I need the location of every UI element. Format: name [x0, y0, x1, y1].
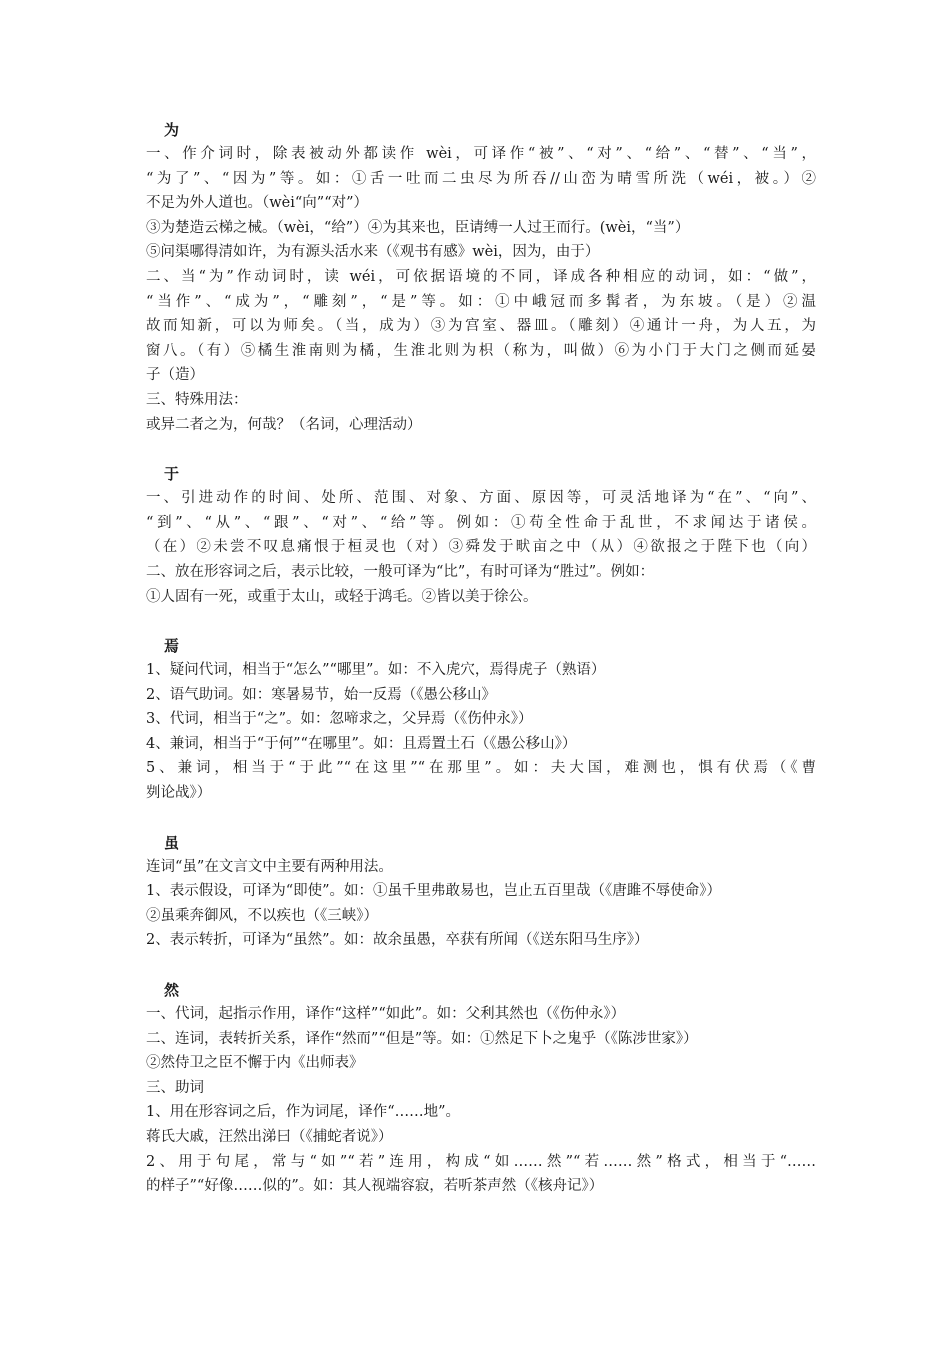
text-line: “为了”、“因为”等。如：①舌一吐而二虫尽为所吞//山峦为晴雪所洗（wéi，被。）② [146, 170, 816, 187]
text-line: 1、疑问代词，相当于“怎么”“哪里”。如：不入虎穴，焉得虎子（熟语） [146, 662, 606, 679]
section-spacer [146, 437, 816, 462]
text-line: 子（造） [146, 367, 204, 384]
text-line: 刿论战》） [146, 785, 212, 802]
text-line: ②然侍卫之臣不懈于内《出师表》 [146, 1055, 364, 1072]
text-line: （在）②未尝不叹息痛恨于桓灵也（对）③舜发于畎亩之中（从）④欲报之于陛下也（向） [146, 539, 816, 556]
section-heading: 为 [164, 121, 180, 139]
text-line: 一、代词，起指示作用，译作“这样”“如此”。如：父利其然也（《伤仲永》） [146, 1006, 626, 1023]
text-line: 1、用在形容词之后，作为词尾，译作“……地”。 [146, 1104, 461, 1121]
text-line: 三、助词 [146, 1079, 204, 1096]
text-line: 或异二者之为，何哉？（名词，心理活动） [146, 416, 422, 433]
text-line: 故而知新，可以为师矣。（当，成为）③为宫室、器皿。（雕刻）④通计一舟，为人五，为 [146, 318, 816, 335]
text-line: 二、当“为”作动词时，读 wéi，可依据语境的不同，译成各种相应的动词，如：“做”， [146, 268, 816, 285]
text-line: 2、表示转折，可译为“虽然”。如：故余虽愚，卒获有所闻（《送东阳马生序》） [146, 932, 649, 949]
text-line: 2、用于句尾，常与“如”“若”连用，构成“如……然”“若……然”格式，相当于“…… [146, 1153, 816, 1170]
section-spacer [146, 953, 816, 978]
text-line: 二、连词，表转折关系，译作“然而”“但是”等。如：①然足下卜之鬼乎（《陈涉世家》） [146, 1030, 698, 1047]
text-line: 1、表示假设，可译为“即使”。如：①虽千里弗敢易也，岂止五百里哉（《唐雎不辱使命》） [146, 883, 722, 900]
text-line: 蒋氏大戚，汪然出涕曰（《捕蛇者说》） [146, 1129, 393, 1145]
text-line: 二、放在形容词之后，表示比较，一般可译为“比”，有时可译为“胜过”。例如： [146, 563, 655, 580]
document-page [146, 118, 816, 1199]
text-line: 三、特殊用法： [146, 391, 248, 408]
text-line: ⑤问渠哪得清如许，为有源头活水来（《观书有感》wèi，因为，由于） [146, 244, 600, 261]
text-line: 3、代词，相当于“之”。如：忽啼求之，父异焉（《伤仲永》） [146, 711, 533, 728]
text-line: “当作”、“成为”，“雕刻”，“是”等。如：①中峨冠而多髯者，为东坡。（是）②温 [146, 293, 816, 310]
section-heading: 于 [164, 465, 180, 484]
text-line: “到”、“从”、“跟”、“对”、“给”等。例如：①苟全性命于乱世，不求闻达于诸侯。 [146, 514, 816, 531]
text-line: 4、兼词，相当于“于何”“在哪里”。如：且焉置土石（《愚公移山》） [146, 735, 577, 752]
section-heading: 焉 [164, 637, 180, 656]
section-spacer [146, 806, 816, 831]
section-heading: 然 [164, 981, 180, 1000]
text-line: 一、作介词时，除表被动外都读作 wèi，可译作“被”、“对”、“给”、“替”、“当”， [146, 146, 816, 162]
text-line: 一、引进动作的时间、处所、范围、对象、方面、原因等，可灵活地译为“在”、“向”、 [146, 490, 816, 507]
text-line: 窗八。（有）⑤橘生淮南则为橘，生淮北则为枳（称为，叫做）⑥为小门于大门之侧而延晏 [146, 342, 816, 359]
text-line: ③为楚造云梯之械。（wèi，“给”）④为其来也，臣请缚一人过王而行。(wèi，“当”） [146, 219, 690, 236]
text-line: 的样子”“好像……似的”。如：其人视端容寂，若听茶声然（《核舟记》） [146, 1178, 604, 1195]
text-line: 5、兼词，相当于“于此”“在这里”“在那里”。如：夫大国，难测也，惧有伏焉（《曹 [146, 760, 816, 777]
text-line: 不足为外人道也。（wèi“向”“对”） [146, 195, 369, 212]
text-line: 连词“虽”在文言文中主要有两种用法。 [146, 858, 393, 875]
section-spacer [146, 609, 816, 634]
text-line: ②虽乘奔御风，不以疾也（《三峡》） [146, 907, 378, 924]
text-line: ①人固有一死，或重于太山，或轻于鸿毛。②皆以美于徐公。 [146, 588, 538, 605]
text-line: 2、语气助词。如：寒暑易节，始一反焉（《愚公移山》 [146, 686, 496, 703]
section-heading: 虽 [164, 833, 180, 852]
